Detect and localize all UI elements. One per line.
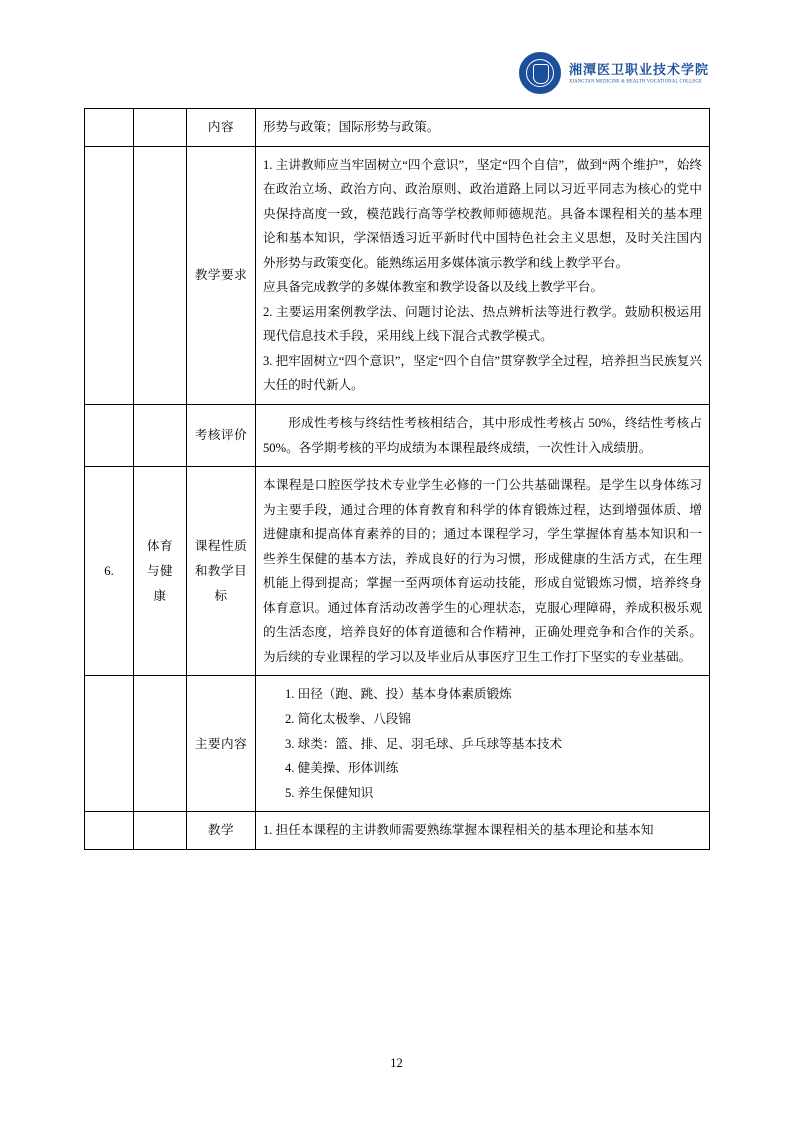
college-logo (519, 52, 709, 94)
content-paragraph: 1. 主讲教师应当牢固树立“四个意识”，坚定“四个自信”，做到“两个维护”，始终在政治立场、政治方向、政治原则、政治道路上同以习近平同志为核心的党中央保持高度一致，模范践行高等学校教师师德规范。具备本课程相关的基本理论和基本知识，学深悟透习近平新时代中国特色社会主义思想，及时关注国内外形势与政策变化。能熟练运用多媒体演示教学和线上教学平台。 (263, 157, 702, 270)
content-paragraph: 形势与政策；国际形势与政策。 (263, 120, 440, 134)
content-paragraph: 3. 把牢固树立“四个意识”，坚定“四个自信”贯穿教学全过程，培养担当民族复兴大任的时代新人。 (263, 353, 702, 393)
list-item: 3. 球类：篮、排、足、羽毛球、乒乓球等基本技术 (285, 736, 563, 751)
row-number-cell (85, 405, 134, 467)
row-label-cell: 主要内容 (187, 676, 256, 812)
table-row (85, 405, 710, 467)
content-paragraph: 1. 担任本课程的主讲教师需要熟练掌握本课程相关的基本理论和基本知 (263, 823, 654, 838)
list-item: 1. 田径（跑、跳、投）基本身体素质锻炼 (285, 687, 512, 702)
content-paragraph: 形成性考核与终结性考核相结合，其中形成性考核占 50%，终结性考核占 50%。各学期考核的平均成绩为本课程最终成绩，一次性计入成绩册。 (263, 416, 702, 455)
row-number-cell: 6. (85, 467, 134, 676)
content-paragraph: 2. 主要运用案例教学法、问题讨论法、热点辨析法等进行教学。鼓励积极运用现代信息技术手段，采用线上线下混合式教学模式。 (263, 304, 702, 344)
row-content-cell (256, 812, 710, 850)
row-content-cell (256, 676, 710, 812)
row-content-cell (256, 146, 710, 404)
content-paragraph: 本课程是口腔医学技术专业学生必修的一门公共基础课程。是学生以身体练习为主要手段，通过合理的体育教育和科学的体育锻炼过程，达到增强体质、增进健康和提高体育素养的目的；通过本课程学习，学生掌握体育基本知识和一些养生保健的基本方法，养成良好的行为习惯，形成健康的生活方式，在生理机能上得到提高；掌握一至两项体育运动技能，形成自觉锻炼习惯，培养终身体育意识。通过体育活动改善学生的心理状态，克服心理障碍，养成积极乐观的生活态度，培养良好的体育道德和合作精神，正确处理竞争和合作的关系。为后续的专业课程的学习以及毕业后从事医疗卫生工作打下坚实的专业基础。 (263, 478, 702, 664)
course-name-cell (134, 405, 187, 467)
row-content-cell (256, 467, 710, 676)
course-name-cell (134, 812, 187, 850)
table-row (85, 812, 710, 850)
course-name-cell: 体育与健康 (134, 467, 187, 676)
list-item: 5. 养生保健知识 (285, 785, 374, 800)
row-number-cell (85, 812, 134, 850)
college-seal-icon (519, 52, 561, 94)
row-label-cell: 教学要求 (187, 146, 256, 404)
course-name-cell (134, 676, 187, 812)
row-content-cell (256, 109, 710, 147)
page-number: 12 (390, 1056, 403, 1070)
table-row (85, 467, 710, 676)
college-logo-text (569, 63, 709, 83)
content-paragraph: 应具备完成教学的多媒体教室和教学设备以及线上教学平台。 (263, 280, 604, 295)
course-table (84, 108, 710, 850)
table-row (85, 109, 710, 147)
college-name-en: XIANGTAN MEDICINE & HEALTH VOCATIONAL COLLEGE (568, 77, 702, 84)
table-row (85, 676, 710, 812)
college-name-cn: 湘潭医卫职业技术学院 (568, 61, 709, 77)
row-label-cell: 教学 (187, 812, 256, 850)
row-number-cell (85, 146, 134, 404)
row-number-cell (85, 676, 134, 812)
row-number-cell (85, 109, 134, 147)
list-item: 4. 健美操、形体训练 (285, 761, 399, 776)
table-row (85, 146, 710, 404)
row-label-cell: 课程性质和教学目标 (187, 467, 256, 676)
row-label-cell: 内容 (187, 109, 256, 147)
row-content-cell (256, 405, 710, 467)
course-name-cell (134, 109, 187, 147)
row-label-cell: 考核评价 (187, 405, 256, 467)
course-name-cell (134, 146, 187, 404)
list-item: 2. 简化太极拳、八段锦 (285, 712, 411, 727)
